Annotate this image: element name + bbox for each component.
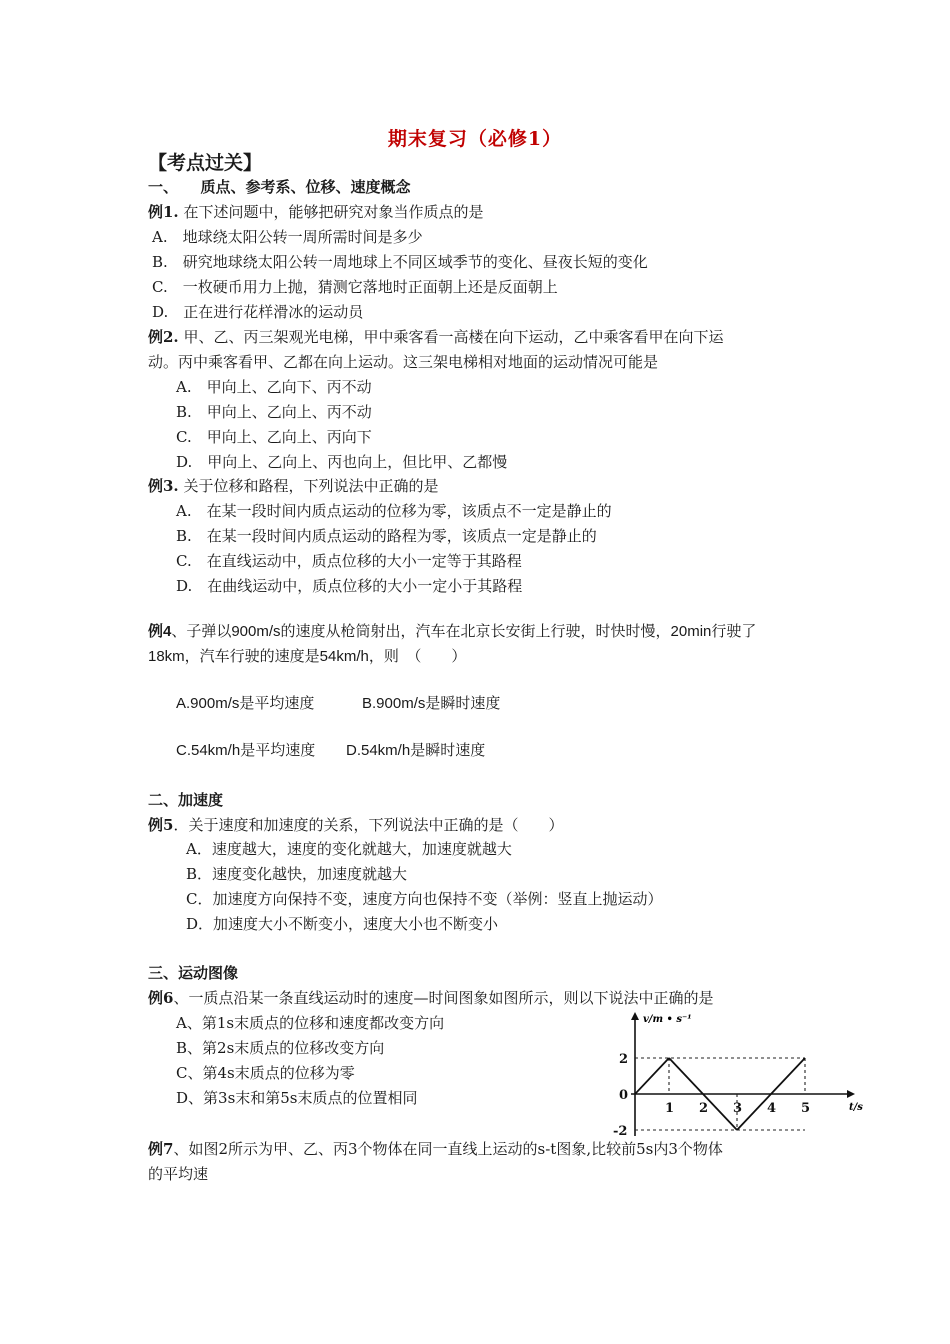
question-stem: 、一质点沿某一条直线运动时的速度—时间图象如图所示，则以下说法中正确的是 bbox=[173, 989, 714, 1007]
question-6 bbox=[148, 988, 713, 1008]
option: C.54km/h是平均速度 bbox=[176, 742, 316, 759]
option: C、第4s末质点的位移为零 bbox=[176, 1064, 355, 1082]
x-tick-label: 1 bbox=[665, 1101, 675, 1116]
question-stem-continued: 18km，汽车行驶的速度是54km/h，则 （ ） bbox=[148, 648, 467, 665]
question-1 bbox=[148, 202, 483, 222]
question-label: 例2. bbox=[148, 328, 179, 346]
question-stem-continued: 动。丙中乘客看甲、乙都在向上运动。这三架电梯相对地面的运动情况可能是 bbox=[148, 353, 659, 371]
question-5 bbox=[148, 815, 563, 835]
option: C. 一枚硬币用力上抛，猜测它落地时正面朝上还是反面朝上 bbox=[152, 278, 558, 296]
question-2 bbox=[148, 327, 723, 347]
y-tick-label: -2 bbox=[613, 1124, 628, 1139]
question-stem: 甲、乙、丙三架观光电梯，甲中乘客看一高楼在向下运动，乙中乘客看甲在向下运 bbox=[183, 328, 724, 346]
question-label: 例1. bbox=[148, 203, 179, 221]
question-stem: 、子弹以900m/s的速度从枪筒射出，汽车在北京长安街上行驶，时快时慢，20min行驶了 bbox=[171, 623, 757, 640]
x-tick-label: 4 bbox=[767, 1101, 777, 1116]
question-label: 例3. bbox=[148, 477, 179, 495]
series-segment bbox=[737, 1094, 771, 1130]
option: D、第3s末和第5s末质点的位置相同 bbox=[176, 1089, 418, 1107]
y-tick-label: 0 bbox=[619, 1088, 629, 1103]
x-tick-label: 3 bbox=[733, 1101, 743, 1116]
option: A. 甲向上、乙向下、丙不动 bbox=[176, 378, 372, 396]
question-stem-continued: 的平均速 bbox=[148, 1165, 209, 1183]
option: D．加速度大小不断变小，速度大小也不断变小 bbox=[186, 915, 499, 933]
x-tick-label: 2 bbox=[699, 1101, 709, 1116]
x-tick-label: 5 bbox=[801, 1101, 811, 1116]
option: A. 地球绕太阳公转一周所需时间是多少 bbox=[152, 228, 423, 246]
option: B. 甲向上、乙向上、丙不动 bbox=[176, 403, 372, 421]
option: A.900m/s是平均速度 bbox=[176, 695, 315, 712]
option: A、第1s末质点的位移和速度都改变方向 bbox=[176, 1014, 445, 1032]
tick-labels bbox=[613, 1052, 810, 1139]
option: A. 在某一段时间内质点运动的位移为零，该质点不一定是静止的 bbox=[176, 502, 612, 520]
section-2-title: 二、加速度 bbox=[148, 791, 224, 809]
velocity-time-graph bbox=[608, 1010, 863, 1139]
option: D.54km/h是瞬时速度 bbox=[346, 742, 486, 759]
question-4 bbox=[148, 622, 756, 642]
question-7 bbox=[148, 1139, 723, 1159]
option: B.900m/s是瞬时速度 bbox=[362, 695, 501, 712]
option: B．速度变化越快，加速度就越大 bbox=[186, 865, 408, 883]
y-axis-arrow bbox=[631, 1012, 639, 1020]
section-heading: 【考点过关】 bbox=[148, 152, 263, 174]
option: B、第2s末质点的位移改变方向 bbox=[176, 1039, 385, 1057]
question-3 bbox=[148, 476, 438, 496]
option: C. 甲向上、乙向上、丙向下 bbox=[176, 428, 372, 446]
x-axis-label: t/s bbox=[849, 1102, 863, 1113]
option: D. 正在进行花样滑冰的运动员 bbox=[152, 303, 364, 321]
graph-axes bbox=[631, 1012, 855, 1136]
question-label: 例7 bbox=[148, 1140, 174, 1158]
option: C. 在直线运动中，质点位移的大小一定等于其路程 bbox=[176, 552, 522, 570]
question-label: 例6 bbox=[148, 989, 174, 1007]
option: D. 在曲线运动中，质点位移的大小一定小于其路程 bbox=[176, 577, 523, 595]
x-axis-arrow bbox=[847, 1090, 855, 1098]
option: C．加速度方向保持不变，速度方向也保持不变（举例：竖直上抛运动） bbox=[186, 890, 663, 908]
page-title: 期末复习（必修1） bbox=[387, 128, 563, 150]
series-segment bbox=[703, 1094, 737, 1130]
series-segment bbox=[669, 1058, 703, 1094]
y-axis-label: v/m • s⁻¹ bbox=[643, 1014, 692, 1025]
section-3-title: 三、运动图像 bbox=[148, 964, 239, 982]
option: A．速度越大，速度的变化就越大，加速度就越大 bbox=[186, 840, 512, 858]
option: B. 研究地球绕太阳公转一周地球上不同区域季节的变化、昼夜长短的变化 bbox=[152, 253, 648, 271]
y-tick-label: 2 bbox=[619, 1052, 629, 1067]
option: D. 甲向上、乙向上、丙也向上，但比甲、乙都慢 bbox=[176, 453, 508, 471]
question-stem: 、如图2所示为甲、乙、丙3个物体在同一直线上运动的s-t图象,比较前5s内3个物体 bbox=[173, 1140, 723, 1158]
series-segment bbox=[771, 1058, 805, 1094]
section-1-title: 一、 质点、参考系、位移、速度概念 bbox=[148, 178, 411, 196]
series-segment bbox=[635, 1058, 669, 1094]
question-stem: ．关于速度和加速度的关系，下列说法中正确的是（ ） bbox=[173, 816, 564, 834]
question-label: 例4 bbox=[148, 623, 172, 640]
question-label: 例5 bbox=[148, 816, 174, 834]
question-stem: 在下述问题中，能够把研究对象当作质点的是 bbox=[183, 203, 484, 221]
option: B. 在某一段时间内质点运动的路程为零，该质点一定是静止的 bbox=[176, 527, 597, 545]
question-stem: 关于位移和路程，下列说法中正确的是 bbox=[183, 477, 439, 495]
